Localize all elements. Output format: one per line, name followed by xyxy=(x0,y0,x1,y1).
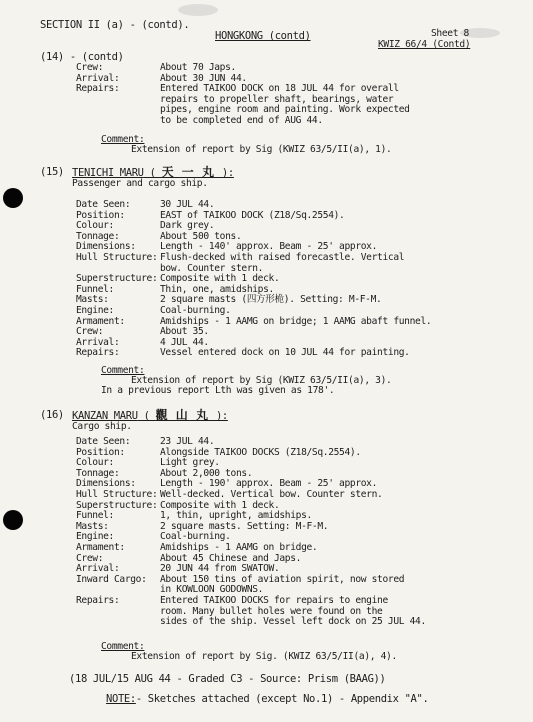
field-value: room. Many bullet holes were found on the xyxy=(160,605,383,617)
field-value: Dark grey. xyxy=(160,220,215,232)
field-label: Funnel: xyxy=(76,283,114,295)
section-heading: SECTION II (a) - (contd). xyxy=(40,19,190,31)
field-value: About 500 tons. xyxy=(160,230,242,242)
item-15-ship-type: Passenger and cargo ship. xyxy=(72,178,208,189)
field-value: Entered TAIKOO DOCK on 18 JUL 44 for overall xyxy=(160,83,399,95)
field-label: Armament: xyxy=(76,542,125,553)
punch-hole xyxy=(3,188,23,208)
note-line xyxy=(106,694,428,704)
field-value: 1, thin, upright, amidships. xyxy=(160,510,312,522)
field-label: Hull Structure: xyxy=(76,489,158,500)
field-label: Armament: xyxy=(76,315,125,327)
field-label: Dimensions: xyxy=(76,478,136,490)
item-15-comment-text: Extension of report by Sig (KWIZ 63/5/II(a), 3). xyxy=(131,375,392,386)
field-label: Date Seen: xyxy=(76,199,131,210)
field-value: 20 JUN 44 from SWATOW. xyxy=(160,563,280,575)
field-value: bow. Counter stern. xyxy=(160,262,264,274)
field-label: Arrival: xyxy=(76,72,120,84)
field-value: to be completed end of AUG 44. xyxy=(160,115,323,126)
item-15-ship-name: TENICHI MARU ( 天 一 丸 ): xyxy=(72,165,234,179)
field-label: Date Seen: xyxy=(76,436,131,447)
field-label: Tonnage: xyxy=(76,467,120,479)
field-value: EAST of TAIKOO DOCK (Z18/Sq.2554). xyxy=(160,209,345,221)
item-14-number: (14) - (contd) xyxy=(40,51,124,63)
field-value: Length - 190' approx. Beam - 25' approx. xyxy=(160,478,378,490)
field-label: Repairs: xyxy=(76,347,120,359)
field-value: 30 JUL 44. xyxy=(160,199,215,210)
field-label: Inward Cargo: xyxy=(76,573,147,585)
field-label: Colour: xyxy=(76,220,114,232)
field-value: About 2,000 tons. xyxy=(160,467,253,479)
punch-hole xyxy=(3,510,23,530)
item-16-ship-type: Cargo ship. xyxy=(72,421,132,432)
field-value: 2 square masts. Setting: M-F-M. xyxy=(160,520,329,532)
place-heading: HONGKONG (contd) xyxy=(215,30,311,42)
field-label: Crew: xyxy=(76,552,104,564)
field-value: About 150 tins of aviation spirit, now stored xyxy=(160,573,405,585)
ship-name-text: KANZAN MARU xyxy=(72,410,138,422)
field-label: Masts: xyxy=(76,520,109,532)
field-value: Composite with 1 deck. xyxy=(160,499,280,511)
field-label: Position: xyxy=(76,209,125,221)
field-value: Light grey. xyxy=(160,457,220,469)
field-value: Coal-burning. xyxy=(160,531,231,543)
field-value: About 45 Chinese and Japs. xyxy=(160,552,302,564)
sheet-label: Sheet 8 xyxy=(431,28,469,39)
item-16-number: (16) xyxy=(40,409,64,421)
field-value: in KOWLOON GODOWNS. xyxy=(160,584,264,596)
ship-name-text: TENICHI MARU xyxy=(72,167,144,179)
field-value: Amidships - 1 AAMG on bridge; 1 AAMG abaft funnel. xyxy=(160,315,432,327)
field-label: Engine: xyxy=(76,305,114,316)
field-value: Composite with 1 deck. xyxy=(160,273,280,285)
field-label: Masts: xyxy=(76,294,109,306)
field-label: Repairs: xyxy=(76,83,120,95)
field-label: Arrival: xyxy=(76,336,120,348)
field-value: 2 square masts (四方形桅). Setting: M-F-M. xyxy=(160,294,382,306)
note-label: NOTE: xyxy=(106,693,136,705)
item-15-comment-text: In a previous report Lth was given as 178'. xyxy=(101,385,335,396)
grading-line: (18 JUL/15 AUG 44 - Graded C3 - Source: Prism (BAAG)) xyxy=(69,673,386,685)
field-value: About 35. xyxy=(160,326,209,338)
field-value: Entered TAIKOO DOCKS for repairs to engine xyxy=(160,595,388,606)
field-value: Flush-decked with raised forecastle. Vertical xyxy=(160,252,405,263)
field-value: Thin, one, amidships. xyxy=(160,283,274,295)
ship-name-kanji: 天 一 丸 xyxy=(161,165,216,179)
ink-smudge xyxy=(178,4,218,16)
ship-name-kanji: 觀 山 丸 xyxy=(155,408,210,422)
sheet-reference: KWIZ 66/4 (Contd) xyxy=(378,39,471,50)
field-value: Length - 140' approx. Beam - 25' approx. xyxy=(160,241,378,253)
field-value: Amidships - 1 AAMG on bridge. xyxy=(160,542,318,553)
field-label: Colour: xyxy=(76,457,114,469)
field-value: repairs to propeller shaft, bearings, water xyxy=(160,93,394,105)
item-16-comment-text: Extension of report by Sig. (KWIZ 63/5/II(a), 4). xyxy=(131,651,397,662)
field-label: Crew: xyxy=(76,326,104,338)
field-label: Repairs: xyxy=(76,595,120,606)
field-label: Engine: xyxy=(76,531,114,543)
field-label: Dimensions: xyxy=(76,241,136,253)
field-value: Vessel entered dock on 10 JUL 44 for painting. xyxy=(160,347,410,359)
field-label: Crew: xyxy=(76,62,104,73)
item-14-comment-text: Extension of report by Sig (KWIZ 63/5/II(a), 1). xyxy=(131,144,392,155)
item-15-comment-label: Comment: xyxy=(101,365,145,376)
field-label: Position: xyxy=(76,446,125,458)
field-label: Superstructure: xyxy=(76,499,158,511)
item-16-ship-name: KANZAN MARU ( 觀 山 丸 ): xyxy=(72,408,228,422)
field-value: 4 JUL 44. xyxy=(160,336,209,348)
note-text: - Sketches attached (except No.1) - Appendix "A". xyxy=(135,693,429,705)
field-value: 23 JUL 44. xyxy=(160,436,215,447)
field-label: Funnel: xyxy=(76,510,114,522)
field-label: Tonnage: xyxy=(76,230,120,242)
item-14-comment-label: Comment: xyxy=(101,134,145,145)
field-value: Coal-burning. xyxy=(160,305,231,316)
field-label: Hull Structure: xyxy=(76,252,158,263)
field-value: Alongside TAIKOO DOCKS (Z18/Sq.2554). xyxy=(160,446,361,458)
field-value: Well-decked. Vertical bow. Counter stern. xyxy=(160,489,383,500)
field-label: Arrival: xyxy=(76,563,120,575)
field-value: sides of the ship. Vessel left dock on 25 JUL 44. xyxy=(160,616,426,628)
field-value: About 70 Japs. xyxy=(160,62,236,73)
item-15-number: (15) xyxy=(40,166,64,178)
field-value: pipes, engine room and painting. Work expected xyxy=(160,104,410,116)
item-16-comment-label: Comment: xyxy=(101,641,145,652)
field-value: About 30 JUN 44. xyxy=(160,72,247,84)
field-label: Superstructure: xyxy=(76,273,158,285)
